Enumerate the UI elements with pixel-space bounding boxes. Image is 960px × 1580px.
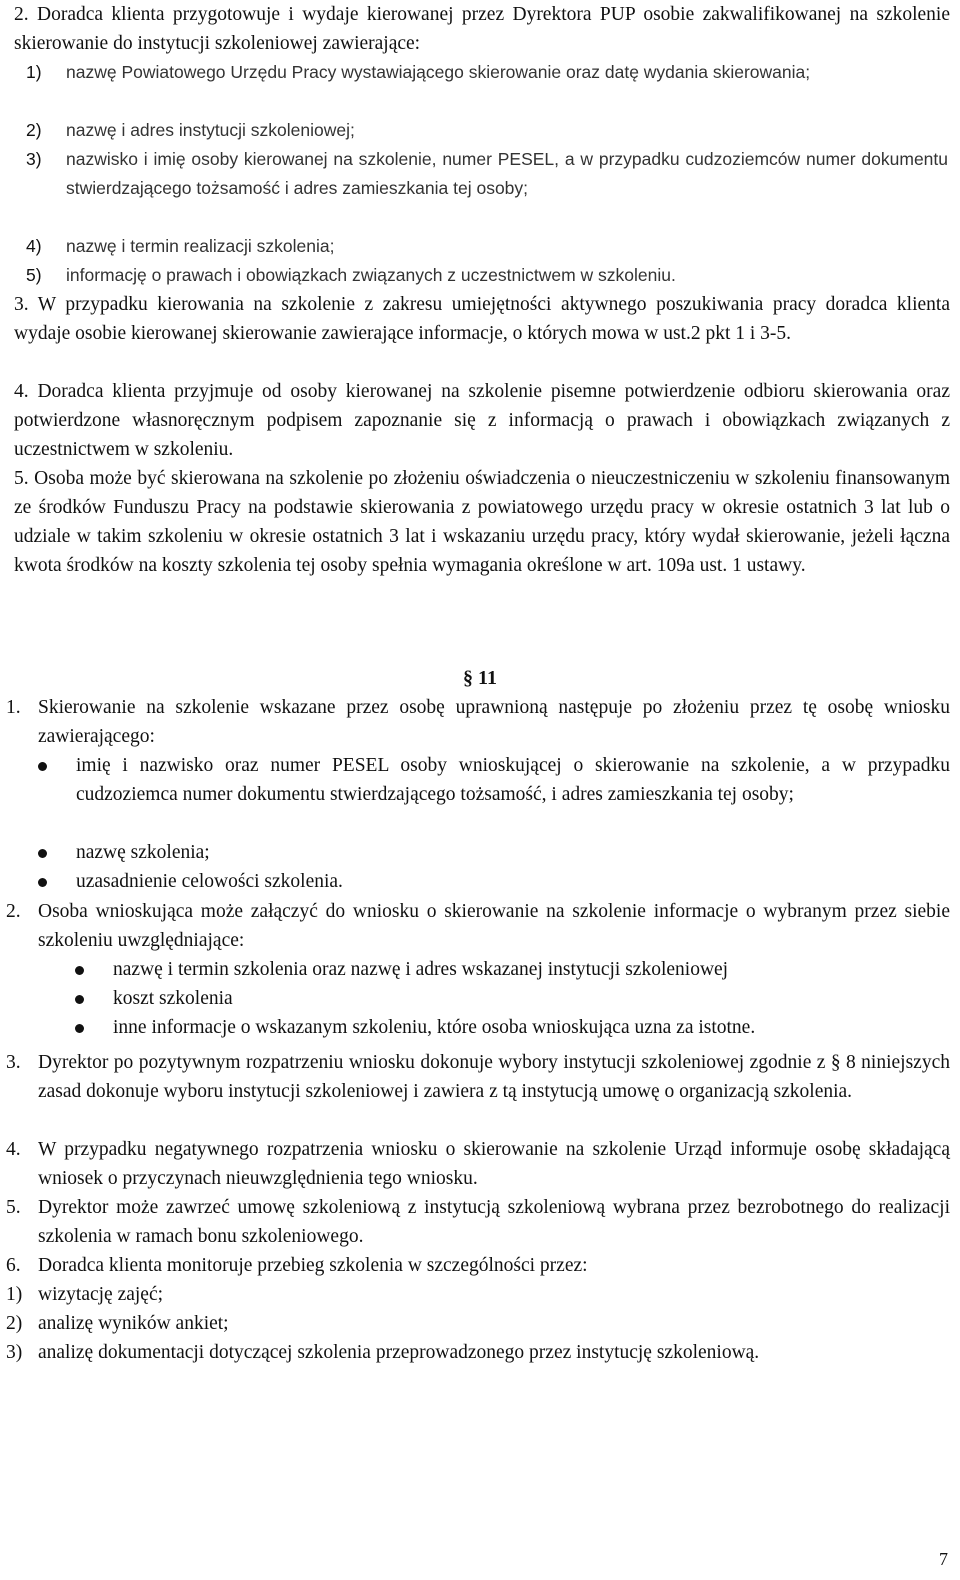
point-text: Doradca klienta monitoruje przebieg szkolenia w szczególności przez: <box>38 1255 588 1276</box>
point-number: 1. <box>6 697 21 718</box>
bullet-item <box>113 955 950 984</box>
section-point-1 <box>6 693 950 751</box>
point-text: Dyrektor może zawrzeć umowę szkoleniową z instytucją szkoleniową wybrana przez bezrobotnego do realizacji szkolenia w ramach bonu szkoleniowego. <box>38 1197 950 1247</box>
section-point-2 <box>6 897 950 955</box>
section-point-4 <box>6 1135 950 1193</box>
bullet-icon <box>38 762 47 771</box>
list-item-number: 3) <box>26 149 42 169</box>
list-item-text: nazwę i termin realizacji szkolenia; <box>66 236 335 256</box>
list-item-number: 2) <box>26 120 42 140</box>
section-point-3 <box>6 1048 950 1106</box>
list-item <box>26 232 948 261</box>
point-number: 5. <box>6 1197 21 1218</box>
list-item-number: 3) <box>6 1342 23 1363</box>
point-number: 2. <box>6 901 21 922</box>
list-item <box>26 261 948 290</box>
point-text: Skierowanie na szkolenie wskazane przez osobę uprawnioną następuje po złożeniu przez tę osobę wniosku zawierającego: <box>38 697 950 747</box>
bullet-item <box>76 867 950 896</box>
bullet-icon <box>75 1024 84 1033</box>
list-item-text: analizę wyników ankiet; <box>38 1313 229 1334</box>
list-item <box>26 116 948 145</box>
bullet-item <box>76 751 950 809</box>
list-item-text: informację o prawach i obowiązkach związanych z uczestnictwem w szkoleniu. <box>66 265 676 285</box>
paragraph-4: 4. Doradca klienta przyjmuje od osoby kierowanej na szkolenie pisemne potwierdzenie odbioru skierowania oraz potwierdzone własnoręcznym podpisem zapoznanie się z informacją o prawach i obowiązkach związanych z uczestnictwem w szkoleniu. <box>14 381 950 460</box>
bullet-item <box>113 1013 942 1042</box>
bullet-icon <box>75 995 84 1004</box>
bullet-text: inne informacje o wskazanym szkoleniu, które osoba wnioskująca uzna za istotne. <box>113 1017 756 1038</box>
list-item-number: 2) <box>6 1313 23 1334</box>
list-item <box>26 145 948 203</box>
section-heading: § 11 <box>463 667 497 689</box>
list-item <box>6 1280 950 1309</box>
bullet-text: nazwę i termin szkolenia oraz nazwę i adres wskazanej instytucji szkoleniowej <box>113 959 729 980</box>
list-item-text: nazwę i adres instytucji szkoleniowej; <box>66 120 355 140</box>
bullet-icon <box>38 878 47 887</box>
bullet-text: nazwę szkolenia; <box>76 842 210 863</box>
bullet-icon <box>38 849 47 858</box>
bullet-item <box>113 984 950 1013</box>
list-item-text: wizytację zajęć; <box>38 1284 164 1305</box>
section-point-6 <box>6 1251 950 1280</box>
point-number: 4. <box>6 1139 21 1160</box>
point-text: Osoba wnioskująca może załączyć do wniosku o skierowanie na szkolenie informacje o wybranym przez siebie szkoleniu uwzględniające: <box>38 901 950 951</box>
list-item-number: 1) <box>26 62 42 82</box>
page-number: 7 <box>939 1549 948 1569</box>
paragraph-5: 5. Osoba może być skierowana na szkolenie po złożeniu oświadczenia o nieuczestniczeniu w szkoleniu finansowanym ze środków Funduszu Pracy na podstawie skierowania z powiatowego urzędu pracy w okresie ostatnich 3 lat lub o udziale w takim szkoleniu w okresie ostatnich 3 lat i wskazaniu urzędu pracy, który wydał skierowanie, jeżeli łączna kwota środków na koszty szkolenia tej osoby spełnia wymagania określone w art. 109a ust. 1 ustawy. <box>14 468 950 576</box>
bullet-text: uzasadnienie celowości szkolenia. <box>76 871 343 892</box>
paragraph-3: 3. W przypadku kierowania na szkolenie z zakresu umiejętności aktywnego poszukiwania pracy doradca klienta wydaje osobie kierowanej skierowanie zawierające informacje, o których mowa w ust.2 pkt 1 i 3-5. <box>14 294 950 344</box>
list-item <box>26 58 948 87</box>
bullet-text: imię i nazwisko oraz numer PESEL osoby wnioskującej o skierowanie na szkolenie, a w przypadku cudzoziemca numer dokumentu stwierdzającego tożsamość, i adres zamieszkania tej osoby; <box>76 755 950 805</box>
list-item-text: nazwisko i imię osoby kierowanej na szkolenie, numer PESEL, a w przypadku cudzoziemców numer dokumentu stwierdzającego tożsamość i adres zamieszkania tej osoby; <box>66 149 948 198</box>
section-point-5 <box>6 1193 950 1251</box>
paragraph-2-intro: 2. Doradca klienta przygotowuje i wydaje kierowanej przez Dyrektora PUP osobie zakwalifikowanej na szkolenie skierowanie do instytucji szkoleniowej zawierające: <box>14 4 950 54</box>
point-text: Dyrektor po pozytywnym rozpatrzeniu wniosku dokonuje wybory instytucji szkoleniowej zgodnie z § 8 niniejszych zasad dokonuje wyboru instytucji szkoleniowej i zawiera z tą instytucją umowę o organizacją szkolenia. <box>38 1052 950 1102</box>
bullet-text: koszt szkolenia <box>113 988 233 1009</box>
list-item-number: 1) <box>6 1284 23 1305</box>
list-item-text: analizę dokumentacji dotyczącej szkolenia przeprowadzonego przez instytucję szkoleniową. <box>38 1342 760 1363</box>
point-text: W przypadku negatywnego rozpatrzenia wniosku o skierowanie na szkolenie Urząd informuje osobę składającą wniosek o przyczynach nieuwzględnienia tego wniosku. <box>38 1139 950 1189</box>
list-item-number: 5) <box>26 265 42 285</box>
list-item-text: nazwę Powiatowego Urzędu Pracy wystawiającego skierowanie oraz datę wydania skierowania; <box>66 62 811 82</box>
point-number: 6. <box>6 1255 21 1276</box>
list-item <box>6 1338 950 1367</box>
bullet-icon <box>75 966 84 975</box>
bullet-item <box>76 838 950 867</box>
list-item <box>6 1309 950 1338</box>
point-number: 3. <box>6 1052 21 1073</box>
list-item-number: 4) <box>26 236 42 256</box>
